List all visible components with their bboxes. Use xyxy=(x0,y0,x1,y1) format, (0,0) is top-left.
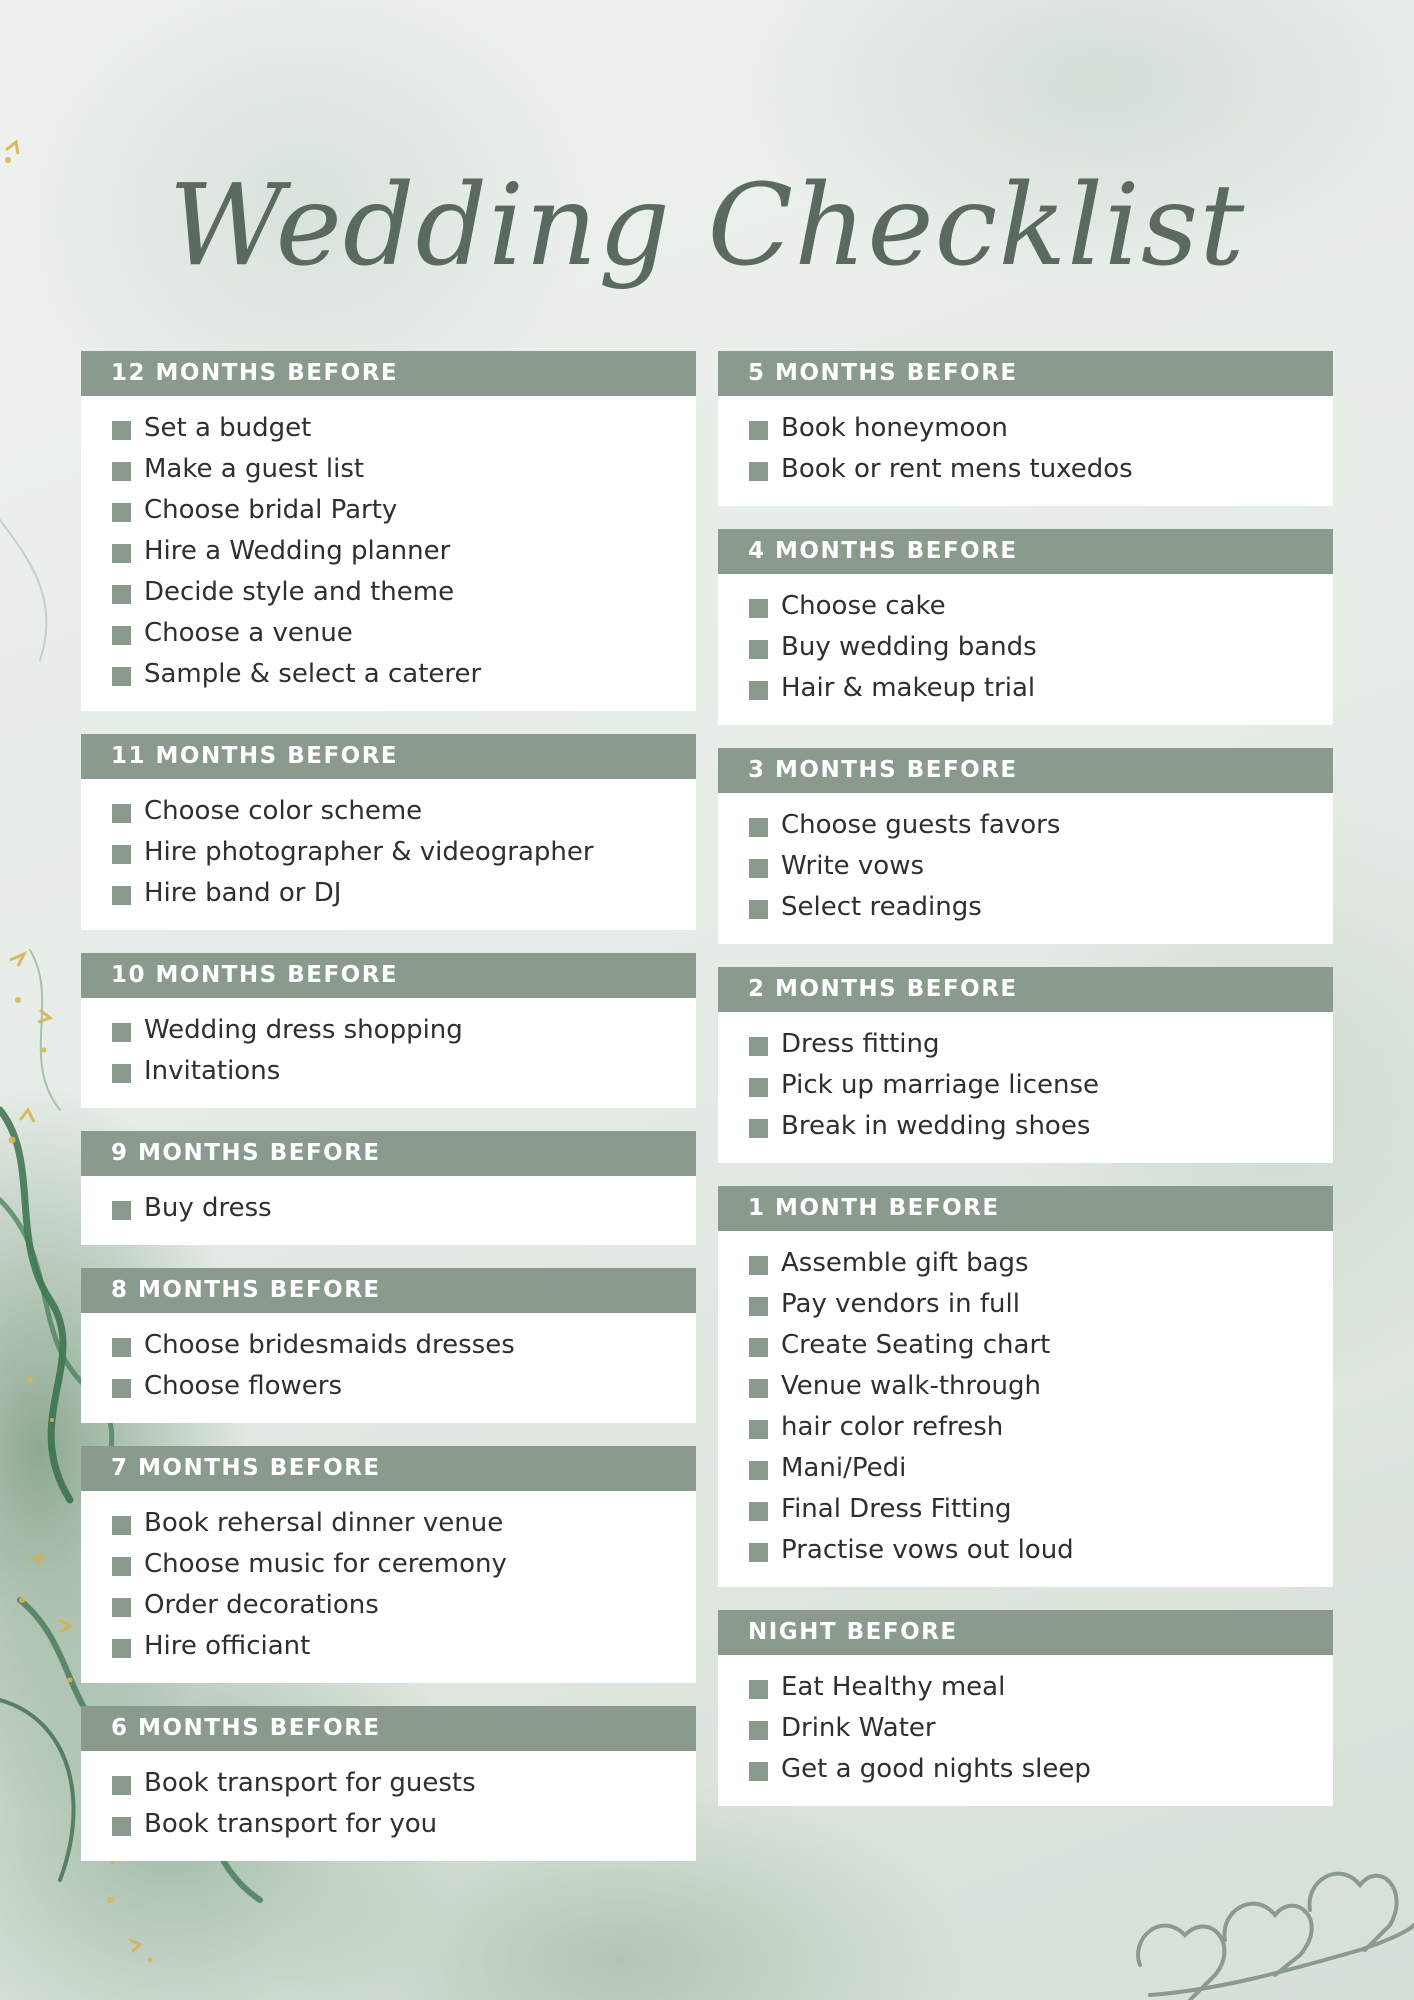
checklist-item-label: Choose cake xyxy=(781,591,946,621)
checkbox[interactable] xyxy=(112,462,131,481)
checklist-item-label: Pick up marriage license xyxy=(781,1070,1100,1100)
checklist-item-label: Book transport for guests xyxy=(144,1768,476,1798)
section-header: NIGHT BEFORE xyxy=(718,1610,1333,1655)
checklist-item xyxy=(718,1489,1333,1530)
checkbox[interactable] xyxy=(112,1201,131,1220)
section-header: 11 MONTHS BEFORE xyxy=(81,734,696,779)
checklist-item-label: Buy wedding bands xyxy=(781,632,1037,662)
checklist-item xyxy=(81,1188,696,1229)
checklist-item xyxy=(718,408,1333,449)
checkbox[interactable] xyxy=(112,1598,131,1617)
checklist-item xyxy=(81,1010,696,1051)
section-7-months-before xyxy=(81,1446,696,1683)
checklist-item xyxy=(81,613,696,654)
checklist xyxy=(81,1751,696,1861)
page-title: Wedding Checklist xyxy=(168,161,1246,291)
checkbox[interactable] xyxy=(112,886,131,905)
left-column xyxy=(81,351,696,1884)
checkbox[interactable] xyxy=(749,421,768,440)
checklist-item-label: Pay vendors in full xyxy=(781,1289,1020,1319)
checkbox[interactable] xyxy=(112,845,131,864)
section-header: 6 MONTHS BEFORE xyxy=(81,1706,696,1751)
checkbox[interactable] xyxy=(112,804,131,823)
section-4-months-before xyxy=(718,529,1333,725)
checklist-item-label: Select readings xyxy=(781,892,982,922)
checklist-item xyxy=(718,627,1333,668)
checklist-item xyxy=(81,654,696,695)
checklist-item xyxy=(718,805,1333,846)
checklist xyxy=(81,998,696,1108)
checklist xyxy=(81,396,696,711)
checklist-item xyxy=(718,1448,1333,1489)
checklist-item xyxy=(718,1325,1333,1366)
checkbox[interactable] xyxy=(749,1297,768,1316)
checklist-item xyxy=(81,873,696,914)
section-9-months-before xyxy=(81,1131,696,1245)
section-6-months-before xyxy=(81,1706,696,1861)
checklist-item xyxy=(718,1106,1333,1147)
checklist-item xyxy=(81,1544,696,1585)
checkbox[interactable] xyxy=(112,585,131,604)
checklist-item xyxy=(81,1763,696,1804)
checklist-item-label: Eat Healthy meal xyxy=(781,1672,1006,1702)
hearts-doodle-icon xyxy=(1138,1874,1414,2000)
checkbox[interactable] xyxy=(749,640,768,659)
checklist-item-label: Hire a Wedding planner xyxy=(144,536,451,566)
checklist-item xyxy=(81,572,696,613)
checkbox[interactable] xyxy=(112,667,131,686)
checklist-item-label: Set a budget xyxy=(144,413,312,443)
section-header: 4 MONTHS BEFORE xyxy=(718,529,1333,574)
checklist-item xyxy=(81,1585,696,1626)
checklist-item xyxy=(718,1024,1333,1065)
checklist-item xyxy=(718,586,1333,627)
checkbox[interactable] xyxy=(112,1338,131,1357)
section-header: 7 MONTHS BEFORE xyxy=(81,1446,696,1491)
checkbox[interactable] xyxy=(749,1119,768,1138)
checklist-item xyxy=(81,1503,696,1544)
section-header: 1 MONTH BEFORE xyxy=(718,1186,1333,1231)
checklist-item-label: Mani/Pedi xyxy=(781,1453,907,1483)
checklist-item xyxy=(718,1065,1333,1106)
checkbox[interactable] xyxy=(749,1420,768,1439)
checkbox[interactable] xyxy=(112,626,131,645)
section-1-month-before xyxy=(718,1186,1333,1587)
checklist-item xyxy=(81,791,696,832)
checklist-item xyxy=(718,846,1333,887)
section-12-months-before xyxy=(81,351,696,711)
checklist-item-label: Practise vows out loud xyxy=(781,1535,1074,1565)
section-3-months-before xyxy=(718,748,1333,944)
checkbox[interactable] xyxy=(112,1064,131,1083)
checkbox[interactable] xyxy=(749,900,768,919)
checkbox[interactable] xyxy=(112,1516,131,1535)
checkbox[interactable] xyxy=(112,1557,131,1576)
checklist-item-label: Get a good nights sleep xyxy=(781,1754,1091,1784)
checklist-item-label: Choose color scheme xyxy=(144,796,423,826)
checklist-item-label: Buy dress xyxy=(144,1193,272,1223)
checklist xyxy=(718,1012,1333,1163)
checkbox[interactable] xyxy=(749,1461,768,1480)
checklist-item-label: Book transport for you xyxy=(144,1809,438,1839)
checklist-item-label: Break in wedding shoes xyxy=(781,1111,1091,1141)
checklist-item xyxy=(718,1530,1333,1571)
checklist-item-label: Choose flowers xyxy=(144,1371,343,1401)
checklist-item xyxy=(718,1407,1333,1448)
section-5-months-before xyxy=(718,351,1333,506)
section-10-months-before xyxy=(81,953,696,1108)
checklist-item-label: Final Dress Fitting xyxy=(781,1494,1012,1524)
checklist-item-label: Choose music for ceremony xyxy=(144,1549,507,1579)
checklist-item xyxy=(718,1366,1333,1407)
checklist-item-label: Dress fitting xyxy=(781,1029,940,1059)
section-header: 3 MONTHS BEFORE xyxy=(718,748,1333,793)
checklist-item xyxy=(81,449,696,490)
checkbox[interactable] xyxy=(749,1543,768,1562)
checkbox[interactable] xyxy=(112,1776,131,1795)
section-8-months-before xyxy=(81,1268,696,1423)
checklist-item xyxy=(718,1284,1333,1325)
checkbox[interactable] xyxy=(112,503,131,522)
checklist-item-label: Choose guests favors xyxy=(781,810,1061,840)
checklist xyxy=(81,1176,696,1245)
checklist xyxy=(718,396,1333,506)
checklist xyxy=(81,1313,696,1423)
checklist-item xyxy=(718,1749,1333,1790)
checkbox[interactable] xyxy=(749,1037,768,1056)
checklist-item xyxy=(718,449,1333,490)
checklist-item-label: Decide style and theme xyxy=(144,577,455,607)
section-header: 10 MONTHS BEFORE xyxy=(81,953,696,998)
checklist-item xyxy=(81,832,696,873)
checklist-item xyxy=(81,531,696,572)
checklist-item-label: Choose bridal Party xyxy=(144,495,398,525)
checklist xyxy=(718,1231,1333,1587)
checklist-item-label: Make a guest list xyxy=(144,454,365,484)
checkbox[interactable] xyxy=(749,1680,768,1699)
checklist-item xyxy=(81,1804,696,1845)
checkbox[interactable] xyxy=(749,1379,768,1398)
checklist-item-label: Create Seating chart xyxy=(781,1330,1051,1360)
checklist-item xyxy=(81,1366,696,1407)
checklist-item xyxy=(718,668,1333,709)
checklist xyxy=(718,574,1333,725)
checklist-item xyxy=(718,887,1333,928)
checklist-item xyxy=(81,1626,696,1667)
checklist-item-label: Drink Water xyxy=(781,1713,936,1743)
checklist xyxy=(718,1655,1333,1806)
section-night-before xyxy=(718,1610,1333,1806)
checklist-item xyxy=(81,408,696,449)
checklist-item-label: Write vows xyxy=(781,851,925,881)
checklist-item-label: Book honeymoon xyxy=(781,413,1008,443)
checkbox[interactable] xyxy=(749,1762,768,1781)
section-2-months-before xyxy=(718,967,1333,1163)
checkbox[interactable] xyxy=(749,1721,768,1740)
checkbox[interactable] xyxy=(749,599,768,618)
checkbox[interactable] xyxy=(749,681,768,700)
checklist-item-label: Invitations xyxy=(144,1056,281,1086)
checkbox[interactable] xyxy=(112,1817,131,1836)
checklist xyxy=(81,779,696,930)
checklist-item-label: Wedding dress shopping xyxy=(144,1015,463,1045)
checklist-item xyxy=(81,490,696,531)
checkbox[interactable] xyxy=(749,818,768,837)
checkbox[interactable] xyxy=(749,1078,768,1097)
checklist-item-label: Book rehersal dinner venue xyxy=(144,1508,504,1538)
checklist-item-label: Hire officiant xyxy=(144,1631,311,1661)
checklist-item-label: Book or rent mens tuxedos xyxy=(781,454,1133,484)
section-header: 2 MONTHS BEFORE xyxy=(718,967,1333,1012)
checklist-item-label: Hire band or DJ xyxy=(144,878,342,908)
checkbox[interactable] xyxy=(749,1338,768,1357)
checkbox[interactable] xyxy=(749,462,768,481)
checklist-item xyxy=(718,1667,1333,1708)
checklist-item xyxy=(81,1325,696,1366)
checkbox[interactable] xyxy=(112,544,131,563)
section-header: 9 MONTHS BEFORE xyxy=(81,1131,696,1176)
checklist-item-label: Choose a venue xyxy=(144,618,353,648)
section-header: 8 MONTHS BEFORE xyxy=(81,1268,696,1313)
checklist-item-label: Sample & select a caterer xyxy=(144,659,482,689)
checkbox[interactable] xyxy=(112,1639,131,1658)
checkbox[interactable] xyxy=(112,421,131,440)
checklist-item-label: Choose bridesmaids dresses xyxy=(144,1330,515,1360)
checklist xyxy=(718,793,1333,944)
checklist-item-label: Assemble gift bags xyxy=(781,1248,1029,1278)
checklist xyxy=(81,1491,696,1683)
checkbox[interactable] xyxy=(749,1256,768,1275)
section-11-months-before xyxy=(81,734,696,930)
checkbox[interactable] xyxy=(112,1023,131,1042)
checklist-item-label: hair color refresh xyxy=(781,1412,1004,1442)
section-header: 5 MONTHS BEFORE xyxy=(718,351,1333,396)
section-header: 12 MONTHS BEFORE xyxy=(81,351,696,396)
checklist-item xyxy=(718,1243,1333,1284)
checklist-item-label: Hair & makeup trial xyxy=(781,673,1036,703)
checkbox[interactable] xyxy=(749,1502,768,1521)
checklist-item xyxy=(718,1708,1333,1749)
right-column xyxy=(718,351,1333,1829)
checkbox[interactable] xyxy=(112,1379,131,1398)
checkbox[interactable] xyxy=(749,859,768,878)
checklist-item xyxy=(81,1051,696,1092)
checklist-item-label: Venue walk-through xyxy=(781,1371,1041,1401)
checklist-item-label: Hire photographer & videographer xyxy=(144,837,594,867)
checklist-item-label: Order decorations xyxy=(144,1590,379,1620)
